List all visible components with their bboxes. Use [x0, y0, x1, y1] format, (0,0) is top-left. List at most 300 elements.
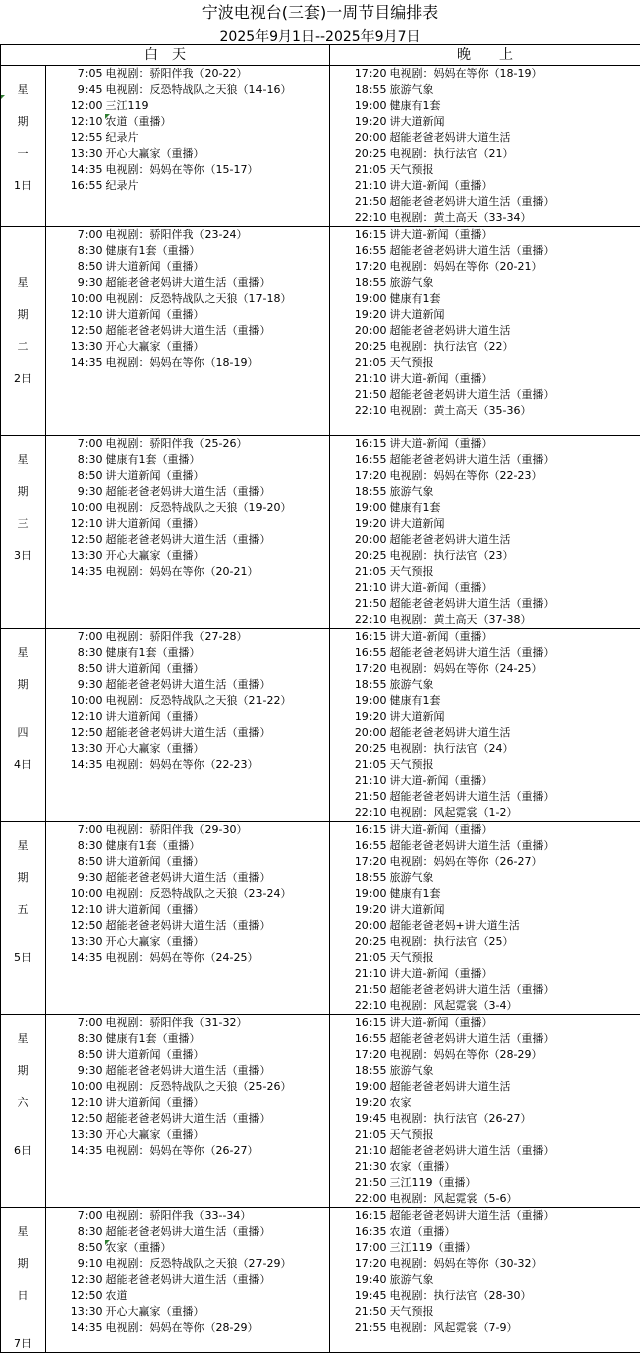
column-header-row: [1, 45, 640, 66]
schedule-row: [1, 1304, 640, 1320]
night-program: 旅游气象: [389, 82, 640, 98]
weekday-label: 期: [1, 870, 46, 886]
weekday-label: [1, 355, 46, 371]
night-time: 21:50: [330, 789, 389, 805]
day-time: 7:00: [46, 629, 105, 646]
schedule-row: [1, 1063, 640, 1079]
schedule-row: [1, 243, 640, 259]
weekday-label: [1, 194, 46, 210]
day-time: 7:00: [46, 1015, 105, 1032]
day-program: [105, 966, 330, 982]
day-column-header: 白 天: [1, 45, 330, 66]
day-program: [105, 210, 330, 227]
schedule-row: [1, 452, 640, 468]
day-time: [46, 1159, 105, 1175]
night-program: 超能老爸老妈讲大道生活: [389, 1079, 640, 1095]
night-program: 讲大道新闻: [389, 307, 640, 323]
day-time: 8:50: [46, 661, 105, 677]
weekday-label: 4日: [1, 757, 46, 773]
weekday-label: 六: [1, 1095, 46, 1111]
night-time: 18:55: [330, 82, 389, 98]
schedule-row: [1, 629, 640, 646]
schedule-row: [1, 500, 640, 516]
night-program: 讲大道新闻: [389, 114, 640, 130]
weekday-label: [1, 596, 46, 612]
day-time: 10:00: [46, 291, 105, 307]
night-time: 16:35: [330, 1224, 389, 1240]
day-program: [105, 371, 330, 387]
night-time: 17:20: [330, 468, 389, 484]
night-time: 16:55: [330, 838, 389, 854]
weekday-label: 日: [1, 1288, 46, 1304]
night-time: 20:25: [330, 146, 389, 162]
night-time: 18:55: [330, 275, 389, 291]
schedule-row: [1, 998, 640, 1015]
day-time: [46, 419, 105, 436]
day-program: 讲大道新闻（重播）: [105, 662, 205, 675]
day-time: 14:35: [46, 355, 105, 371]
night-time: 22:10: [330, 998, 389, 1015]
day-program: 讲大道新闻（重播）: [105, 903, 205, 916]
night-program: 讲大道-新闻（重播）: [389, 822, 640, 839]
schedule-row: [1, 548, 640, 564]
night-time: 19:20: [330, 1095, 389, 1111]
night-time: 18:55: [330, 484, 389, 500]
schedule-row: [1, 1111, 640, 1127]
night-time: 21:05: [330, 564, 389, 580]
night-program: 讲大道-新闻（重播）: [389, 371, 640, 387]
night-program: 天气预报: [389, 1304, 640, 1320]
night-program: 超能老爸老妈讲大道生活（重播）: [389, 789, 640, 805]
day-program: 电视剧：反恐特战队之天狼（14-16）: [105, 83, 292, 96]
night-program: 电视剧：妈妈在等你（22-23）: [389, 468, 640, 484]
day-program: 超能老爸老妈讲大道生活（重播）: [105, 1112, 271, 1125]
schedule-row: [1, 1320, 640, 1336]
night-program: 电视剧：妈妈在等你（28-29）: [389, 1047, 640, 1063]
night-time: 17:20: [330, 259, 389, 275]
schedule-row: [1, 1272, 640, 1288]
weekday-label: [1, 580, 46, 596]
weekday-label: [1, 1320, 46, 1336]
day-time: 12:50: [46, 1288, 105, 1304]
day-program: [105, 1336, 330, 1353]
schedule-row: [1, 339, 640, 355]
night-time: 21:05: [330, 950, 389, 966]
night-time: 16:15: [330, 227, 389, 244]
schedule-row: [1, 773, 640, 789]
schedule-row: [1, 82, 640, 98]
day-program: 超能老爸老妈讲大道生活（重播）: [105, 1064, 271, 1077]
night-time: 22:00: [330, 1191, 389, 1208]
night-time: 19:45: [330, 1111, 389, 1127]
night-time: 20:25: [330, 934, 389, 950]
day-time: 13:30: [46, 1127, 105, 1143]
day-program: [105, 580, 330, 596]
schedule-row: [1, 130, 640, 146]
weekday-label: [1, 1272, 46, 1288]
schedule-row: [1, 1079, 640, 1095]
weekday-label: [1, 1127, 46, 1143]
schedule-row: [1, 178, 640, 194]
night-program: 超能老爸老妈讲大道生活（重播）: [389, 1143, 640, 1159]
weekday-label: [1, 918, 46, 934]
day-time: [46, 403, 105, 419]
schedule-row: [1, 355, 640, 371]
night-time: 17:20: [330, 66, 389, 83]
day-program: 讲大道新闻（重播）: [105, 517, 205, 530]
night-program: 电视剧：执行法官（22）: [389, 339, 640, 355]
weekday-label: [1, 436, 46, 453]
night-time: 19:00: [330, 886, 389, 902]
night-time: 22:10: [330, 403, 389, 419]
day-time: 9:30: [46, 484, 105, 500]
night-time: 17:20: [330, 661, 389, 677]
day-program: [105, 773, 330, 789]
schedule-row: [1, 822, 640, 839]
weekday-label: [1, 323, 46, 339]
night-program: 农家: [389, 1095, 640, 1111]
day-time: 12:50: [46, 532, 105, 548]
night-time: 16:15: [330, 629, 389, 646]
schedule-row: [1, 371, 640, 387]
day-program: 开心大赢家（重播）: [105, 549, 205, 562]
night-time: 19:00: [330, 98, 389, 114]
day-program: 超能老爸老妈讲大道生活（重播）: [105, 919, 271, 932]
schedule-row: [1, 805, 640, 822]
day-program: 开心大赢家（重播）: [105, 935, 205, 948]
night-time: 16:15: [330, 1208, 389, 1225]
night-program: [389, 1336, 640, 1353]
schedule-row: [1, 259, 640, 275]
night-time: 19:20: [330, 307, 389, 323]
schedule-row: [1, 1175, 640, 1191]
day-time: [46, 371, 105, 387]
day-program: [105, 403, 330, 419]
night-time: [330, 1336, 389, 1353]
night-program: 健康有1套: [389, 693, 640, 709]
schedule-row: [1, 1224, 640, 1240]
schedule-row: [1, 532, 640, 548]
day-time: 7:05: [46, 66, 105, 83]
night-time: 21:30: [330, 1159, 389, 1175]
night-program: 讲大道-新闻（重播）: [389, 178, 640, 194]
night-program: 超能老爸老妈讲大道生活: [389, 323, 640, 339]
night-program: 天气预报: [389, 1127, 640, 1143]
day-time: 8:30: [46, 1031, 105, 1047]
schedule-row: [1, 468, 640, 484]
day-program: 超能老爸老妈讲大道生活（重播）: [105, 726, 271, 739]
night-time: 21:50: [330, 194, 389, 210]
night-program: 电视剧：执行法官（24）: [389, 741, 640, 757]
day-program: [105, 1175, 330, 1191]
night-time: 19:20: [330, 114, 389, 130]
day-program: 农家（重播）: [105, 1240, 330, 1256]
schedule-row: [1, 645, 640, 661]
weekday-label: 7日: [1, 1336, 46, 1353]
day-program: 电视剧：骄阳伴我（25-26）: [105, 437, 248, 450]
schedule-row: [1, 661, 640, 677]
night-program: 电视剧：执行法官（23）: [389, 548, 640, 564]
weekday-label: [1, 291, 46, 307]
schedule-row: [1, 741, 640, 757]
day-time: 12:50: [46, 725, 105, 741]
night-program: 超能老爸老妈+讲大道生活: [389, 918, 640, 934]
night-time: 19:00: [330, 693, 389, 709]
night-time: 16:15: [330, 1015, 389, 1032]
day-program: 电视剧：骄阳伴我（33--34）: [105, 1209, 252, 1222]
day-program: [105, 789, 330, 805]
day-time: 8:30: [46, 838, 105, 854]
day-program: [105, 998, 330, 1015]
night-time: 17:20: [330, 1047, 389, 1063]
night-program: 讲大道-新闻（重播）: [389, 966, 640, 982]
day-program: 讲大道新闻（重播）: [105, 710, 205, 723]
night-program: 超能老爸老妈讲大道生活: [389, 130, 640, 146]
schedule-row: [1, 275, 640, 291]
night-time: 16:55: [330, 243, 389, 259]
day-program: 超能老爸老妈讲大道生活（重播）: [105, 324, 271, 337]
day-time: 8:30: [46, 452, 105, 468]
weekday-label: [1, 693, 46, 709]
night-time: 18:55: [330, 677, 389, 693]
day-program: 讲大道新闻（重播）: [105, 1048, 205, 1061]
night-program: 健康有1套: [389, 886, 640, 902]
weekday-label: [1, 162, 46, 178]
night-program: 旅游气象: [389, 677, 640, 693]
weekday-label: 一: [1, 146, 46, 162]
night-time: 20:25: [330, 339, 389, 355]
day-program: [105, 612, 330, 629]
night-program: 超能老爸老妈讲大道生活（重播）: [389, 982, 640, 998]
weekday-label: [1, 1079, 46, 1095]
day-time: 8:30: [46, 645, 105, 661]
night-program: 天气预报: [389, 950, 640, 966]
day-time: 7:00: [46, 436, 105, 453]
day-time: 14:35: [46, 757, 105, 773]
day-time: 10:00: [46, 500, 105, 516]
day-program: 电视剧：反恐特战队之天狼（19-20）: [105, 501, 292, 514]
night-time: 20:25: [330, 741, 389, 757]
day-time: 13:30: [46, 741, 105, 757]
schedule-row: [1, 757, 640, 773]
schedule-body: [1, 45, 640, 1353]
day-time: 9:30: [46, 870, 105, 886]
weekday-label: [1, 709, 46, 725]
schedule-row: [1, 1031, 640, 1047]
night-program: 超能老爸老妈讲大道生活（重播）: [389, 596, 640, 612]
schedule-row: [1, 886, 640, 902]
day-program: 电视剧：妈妈在等你（28-29）: [105, 1321, 259, 1334]
day-time: [46, 612, 105, 629]
weekday-label: [1, 1111, 46, 1127]
day-time: 13:30: [46, 934, 105, 950]
schedule-row: [1, 612, 640, 629]
schedule-row: [1, 1095, 640, 1111]
weekday-label: [1, 966, 46, 982]
day-time: 9:30: [46, 1063, 105, 1079]
day-program: 电视剧：反恐特战队之天狼（23-24）: [105, 887, 292, 900]
weekday-label: [1, 210, 46, 227]
weekday-label: 星: [1, 645, 46, 661]
night-program: 天气预报: [389, 162, 640, 178]
night-program: 超能老爸老妈讲大道生活（重播）: [389, 194, 640, 210]
night-program: 三江119（重播）: [389, 1240, 640, 1256]
night-program: [389, 419, 640, 436]
day-time: 12:10: [46, 709, 105, 725]
schedule-row: [1, 854, 640, 870]
day-time: 16:55: [46, 178, 105, 194]
weekday-label: [1, 1191, 46, 1208]
day-time: [46, 1336, 105, 1353]
schedule-row: [1, 596, 640, 612]
night-program: 电视剧：妈妈在等你（26-27）: [389, 854, 640, 870]
day-program: 电视剧：妈妈在等你（24-25）: [105, 951, 259, 964]
night-program: 电视剧：妈妈在等你（30-32）: [389, 1256, 640, 1272]
night-program: 电视剧：风起霓裳（7-9）: [389, 1320, 640, 1336]
schedule-row: [1, 98, 640, 114]
day-program: 纪录片: [105, 131, 139, 144]
day-time: 12:10: [46, 516, 105, 532]
night-program: 超能老爸老妈讲大道生活: [389, 532, 640, 548]
schedule-row: [1, 436, 640, 453]
night-program: 电视剧：执行法官（25）: [389, 934, 640, 950]
night-program: 讲大道新闻: [389, 902, 640, 918]
night-time: 16:55: [330, 645, 389, 661]
day-program: 开心大赢家（重播）: [105, 742, 205, 755]
night-time: 22:10: [330, 805, 389, 822]
night-time: 22:10: [330, 612, 389, 629]
day-program: 开心大赢家（重播）: [105, 147, 205, 160]
weekday-label: [1, 1015, 46, 1032]
day-program: 电视剧：妈妈在等你（18-19）: [105, 356, 259, 369]
weekday-label: [1, 612, 46, 629]
schedule-row: [1, 838, 640, 854]
day-program: 超能老爸老妈讲大道生活（重播）: [105, 678, 271, 691]
schedule-row: [1, 1047, 640, 1063]
night-program: 健康有1套: [389, 291, 640, 307]
day-program: 纪录片: [105, 179, 139, 192]
night-time: 19:45: [330, 1288, 389, 1304]
night-time: 19:00: [330, 291, 389, 307]
night-time: 21:05: [330, 355, 389, 371]
weekday-label: 期: [1, 307, 46, 323]
weekday-label: [1, 419, 46, 436]
night-program: 超能老爸老妈讲大道生活（重播）: [389, 645, 640, 661]
weekday-label: 四: [1, 725, 46, 741]
day-program: 超能老爸老妈讲大道生活（重播）: [105, 871, 271, 884]
weekday-label: [1, 886, 46, 902]
night-program: 农道（重播）: [389, 1224, 640, 1240]
schedule-row: [1, 146, 640, 162]
night-program: 讲大道-新闻（重播）: [389, 227, 640, 244]
night-time: 21:10: [330, 1143, 389, 1159]
schedule-row: [1, 387, 640, 403]
schedule-title: 宁波电视台(三套)一周节目编排表: [201, 3, 439, 22]
night-program: 电视剧：黄土高天（37-38）: [389, 612, 640, 629]
day-time: [46, 998, 105, 1015]
weekday-label: 3日: [1, 548, 46, 564]
weekday-label: 期: [1, 114, 46, 130]
schedule-row: [1, 902, 640, 918]
schedule-row: [1, 419, 640, 436]
day-time: 12:30: [46, 1272, 105, 1288]
night-program: 电视剧：执行法官（21）: [389, 146, 640, 162]
schedule-row: [1, 210, 640, 227]
night-program: 超能老爸老妈讲大道生活: [389, 725, 640, 741]
weekday-label: 6日: [1, 1143, 46, 1159]
day-time: [46, 210, 105, 227]
night-time: 16:15: [330, 822, 389, 839]
weekday-label: [1, 564, 46, 580]
day-time: 7:00: [46, 227, 105, 244]
weekday-label: 期: [1, 484, 46, 500]
weekday-label: [1, 805, 46, 822]
schedule-row: [1, 1191, 640, 1208]
day-time: 8:50: [46, 259, 105, 275]
night-time: 16:55: [330, 452, 389, 468]
day-program: 健康有1套（重播）: [105, 839, 201, 852]
night-time: 19:40: [330, 1272, 389, 1288]
day-program: 电视剧：反恐特战队之天狼（17-18）: [105, 292, 292, 305]
night-time: 21:10: [330, 966, 389, 982]
night-program: 讲大道-新闻（重播）: [389, 773, 640, 789]
night-program: 电视剧：风起霓裳（5-6）: [389, 1191, 640, 1208]
weekday-label: 五: [1, 902, 46, 918]
day-time: 9:30: [46, 275, 105, 291]
schedule-row: [1, 1208, 640, 1225]
day-time: [46, 789, 105, 805]
day-time: 14:35: [46, 1143, 105, 1159]
schedule-row: [1, 934, 640, 950]
night-time: [330, 419, 389, 436]
weekday-label: [1, 822, 46, 839]
weekday-label: 期: [1, 677, 46, 693]
schedule-row: [1, 291, 640, 307]
night-program: 电视剧：执行法官（26-27）: [389, 1111, 640, 1127]
day-program: 开心大赢家（重播）: [105, 1305, 205, 1318]
schedule-row: [1, 1143, 640, 1159]
day-time: 13:30: [46, 146, 105, 162]
night-time: 20:00: [330, 323, 389, 339]
schedule-row: [1, 709, 640, 725]
night-time: 16:55: [330, 1031, 389, 1047]
night-program: 讲大道-新闻（重播）: [389, 580, 640, 596]
day-program: [105, 1191, 330, 1208]
night-program: 超能老爸老妈讲大道生活（重播）: [389, 243, 640, 259]
schedule-row: [1, 484, 640, 500]
day-time: [46, 982, 105, 998]
schedule-row: [1, 66, 640, 83]
day-time: [46, 580, 105, 596]
day-time: 10:00: [46, 1079, 105, 1095]
weekday-label: [1, 66, 46, 83]
day-program: 电视剧：骄阳伴我（23-24）: [105, 228, 248, 241]
day-time: 8:30: [46, 243, 105, 259]
schedule-row: [1, 516, 640, 532]
weekday-label: [1, 1304, 46, 1320]
schedule-row: [1, 1240, 640, 1256]
day-time: [46, 1175, 105, 1191]
night-time: 21:50: [330, 1304, 389, 1320]
day-time: 13:30: [46, 1304, 105, 1320]
night-program: 旅游气象: [389, 484, 640, 500]
weekday-label: [1, 387, 46, 403]
schedule-row: [1, 580, 640, 596]
day-program: 超能老爸老妈讲大道生活（重播）: [105, 1273, 271, 1286]
day-time: 14:35: [46, 564, 105, 580]
weekday-label: [1, 1175, 46, 1191]
day-program: 健康有1套（重播）: [105, 453, 201, 466]
